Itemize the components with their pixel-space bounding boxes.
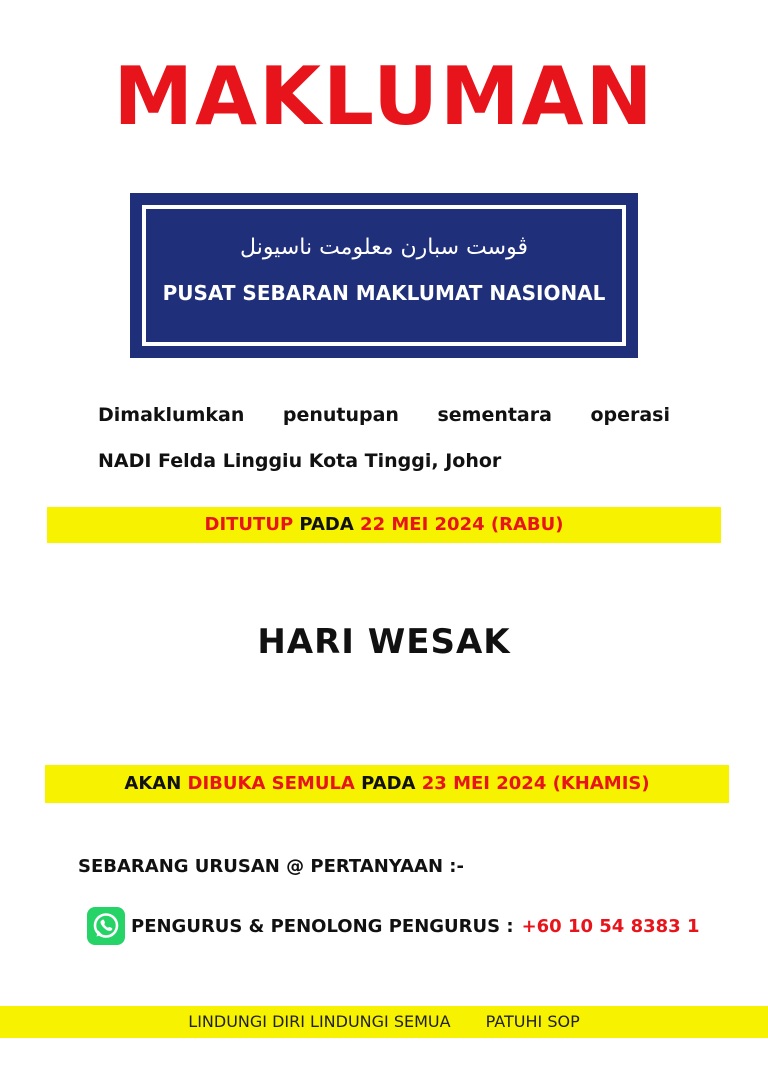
contact-row xyxy=(87,906,699,946)
footer-slogan: LINDUNGI DIRI LINDUNGI SEMUA xyxy=(188,1012,451,1031)
logo-jawi-text: ڤوست سبارن معلومت ناسيونل xyxy=(240,235,528,260)
holiday-name: HARI WESAK xyxy=(257,622,511,662)
reopen-status: DIBUKA SEMULA xyxy=(187,773,355,794)
closure-date: 22 MEI 2024 (RABU) xyxy=(360,514,564,535)
closure-connector: PADA xyxy=(299,514,354,535)
logo-border xyxy=(142,205,626,346)
page-title: MAKLUMAN xyxy=(113,50,655,143)
logo-name-text: PUSAT SEBARAN MAKLUMAT NASIONAL xyxy=(162,281,606,305)
footer-banner xyxy=(0,1006,768,1038)
contact-phone[interactable]: +60 10 54 8383 1 xyxy=(521,915,700,937)
reopen-prefix: AKAN xyxy=(124,773,182,794)
intro-line-1: Dimaklumkan penutupan sementara operasi xyxy=(98,404,670,426)
contact-label: PENGURUS & PENOLONG PENGURUS : xyxy=(131,915,514,937)
footer-sop: PATUHI SOP xyxy=(485,1012,580,1031)
closure-banner xyxy=(47,507,721,543)
enquiry-heading: SEBARANG URUSAN @ PERTANYAAN :- xyxy=(78,856,464,877)
closure-status: DITUTUP xyxy=(204,514,294,535)
whatsapp-icon[interactable] xyxy=(87,907,125,945)
reopen-date: 23 MEI 2024 (KHAMIS) xyxy=(421,773,650,794)
pusat-sebaran-logo xyxy=(130,193,638,358)
intro-line-2: NADI Felda Linggiu Kota Tinggi, Johor xyxy=(98,450,502,472)
reopen-banner xyxy=(45,765,729,803)
reopen-connector: PADA xyxy=(361,773,416,794)
